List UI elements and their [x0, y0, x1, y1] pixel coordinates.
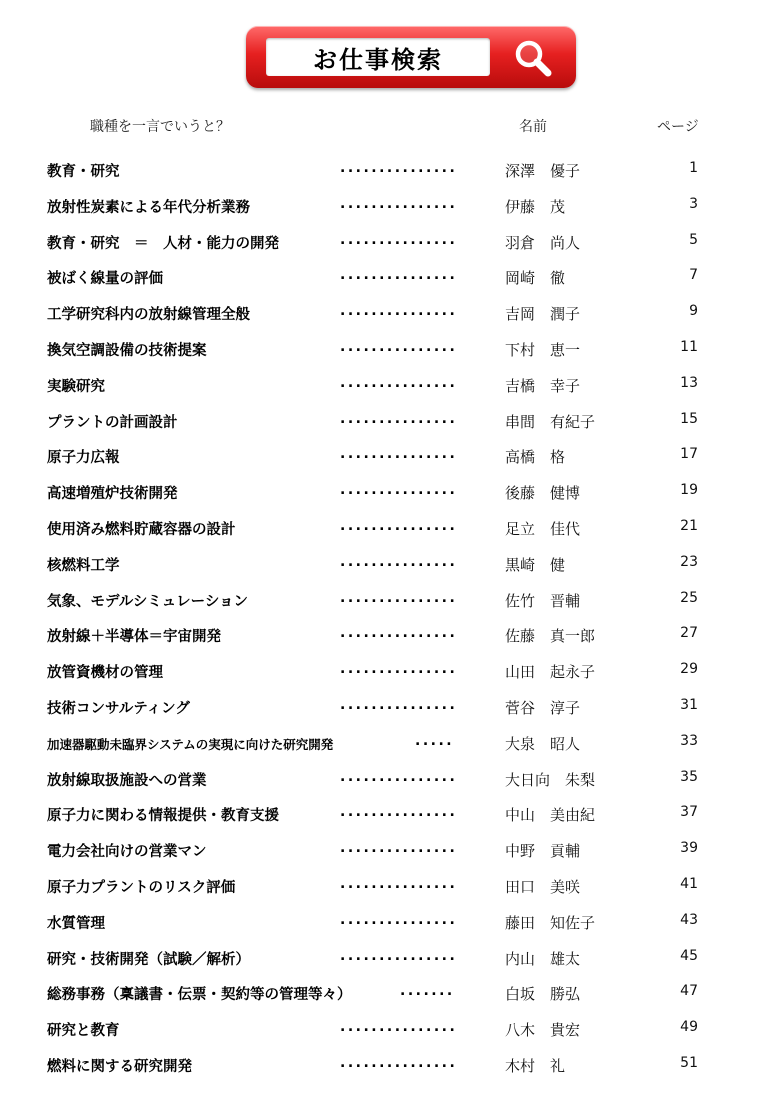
page-number[interactable]: 27	[680, 625, 698, 642]
job-title: 研究と教育	[47, 1023, 120, 1040]
person-name: 羽倉 尚人	[505, 233, 581, 252]
page-number[interactable]: 31	[680, 697, 698, 713]
leader-dots: ...............	[340, 410, 458, 427]
page-number[interactable]: 21	[680, 518, 698, 534]
leader-dots: ...............	[340, 339, 458, 355]
page-number[interactable]: 33	[680, 732, 698, 749]
job-title: 研究・技術開発（試験／解析）	[47, 951, 250, 968]
job-title: 被ばく線量の評価	[47, 271, 163, 288]
leader-dots: ...............	[340, 231, 458, 248]
leader-dots: ...............	[340, 661, 458, 678]
job-title: 実験研究	[47, 378, 105, 395]
page-number[interactable]: 25	[680, 589, 698, 606]
job-title: 電力会社向けの営業マン	[47, 844, 207, 861]
leader-dots: ...............	[340, 303, 458, 320]
page-number[interactable]: 41	[680, 876, 698, 892]
person-name: 八木 貴宏	[505, 1021, 581, 1040]
person-name: 田口 美咲	[505, 878, 581, 896]
job-title: 技術コンサルティング	[47, 701, 190, 717]
person-name: 佐竹 晋輔	[505, 591, 581, 610]
leader-dots: ...............	[340, 589, 458, 606]
table-row[interactable]	[0, 267, 765, 291]
table-row[interactable]	[0, 804, 765, 828]
table-row[interactable]	[0, 769, 765, 793]
table-row[interactable]	[0, 1055, 765, 1079]
table-row[interactable]	[0, 411, 765, 435]
person-name: 中野 貢輔	[505, 842, 581, 861]
page-column-header: ページ	[657, 119, 699, 135]
person-name: 足立 佳代	[505, 520, 581, 538]
job-title: 換気空調設備の技術提案	[47, 343, 207, 359]
leader-dots: ...............	[340, 697, 458, 713]
page-number[interactable]: 47	[680, 983, 698, 1000]
page-number[interactable]: 37	[680, 804, 698, 821]
leader-dots: ...............	[340, 804, 458, 821]
page-number[interactable]: 1	[689, 160, 698, 176]
page-number[interactable]: 19	[680, 482, 698, 499]
job-title: 加速器駆動未臨界システムの実現に向けた研究開発	[47, 736, 334, 752]
person-name: 後藤 健博	[505, 484, 581, 503]
person-name: 木村 礼	[505, 1057, 566, 1075]
job-title: 教育・研究	[47, 164, 120, 180]
leader-dots: ...............	[340, 446, 458, 463]
leader-dots: ...............	[340, 876, 458, 892]
person-name: 高橋 格	[505, 448, 566, 467]
table-row[interactable]	[0, 482, 765, 506]
page-number[interactable]: 13	[680, 374, 698, 391]
job-title: 使用済み燃料貯蔵容器の設計	[47, 522, 236, 538]
person-name: 黒崎 健	[505, 555, 566, 574]
person-name: 吉橋 幸子	[505, 376, 581, 395]
page-number[interactable]: 15	[680, 410, 698, 427]
table-row[interactable]	[0, 840, 765, 864]
table-row[interactable]	[0, 697, 765, 721]
page-number[interactable]: 43	[680, 911, 698, 928]
job-column-header: 職種を一言でいうと？	[90, 119, 230, 135]
table-row[interactable]	[0, 912, 765, 936]
table-row[interactable]	[0, 876, 765, 900]
banner-title-box	[266, 38, 490, 76]
person-name: 菅谷 淳子	[505, 699, 581, 717]
person-name: 大泉 昭人	[505, 734, 581, 753]
page-number[interactable]: 45	[680, 947, 698, 964]
page-number[interactable]: 51	[680, 1055, 698, 1071]
leader-dots: ...............	[340, 374, 458, 391]
job-title: 高速増殖炉技術開発	[47, 486, 178, 503]
person-name: 藤田 知佐子	[505, 913, 596, 932]
job-title: 原子力に関わる情報提供・教育支援	[47, 808, 279, 825]
leader-dots: ...............	[340, 1055, 458, 1071]
leader-dots: .....	[415, 732, 455, 749]
page-number[interactable]: 7	[689, 267, 698, 284]
page-number[interactable]: 49	[680, 1019, 698, 1036]
job-title: 放管資機材の管理	[47, 665, 163, 682]
table-row[interactable]	[0, 625, 765, 649]
job-title: 放射線＋半導体＝宇宙開発	[47, 629, 221, 646]
table-row[interactable]	[0, 375, 765, 399]
magnifier-icon	[508, 36, 558, 80]
person-name: 岡崎 徹	[505, 269, 566, 288]
job-title: 原子力プラントのリスク評価	[47, 880, 236, 896]
leader-dots: ...............	[340, 195, 458, 212]
leader-dots: ...............	[340, 553, 458, 570]
job-title: 教育・研究 ＝ 人材・能力の開発	[47, 235, 279, 252]
leader-dots: .......	[400, 983, 455, 1000]
person-name: 白坂 勝弘	[505, 985, 581, 1004]
leader-dots: ...............	[340, 768, 458, 785]
person-name: 中山 美由紀	[505, 806, 596, 825]
person-name: 伊藤 茂	[505, 197, 566, 216]
job-title: 原子力広報	[47, 450, 120, 467]
table-row[interactable]	[0, 733, 765, 757]
table-row[interactable]	[0, 554, 765, 578]
job-title: 放射性炭素による年代分析業務	[47, 199, 250, 216]
table-row[interactable]	[0, 160, 765, 184]
table-row[interactable]	[0, 661, 765, 685]
leader-dots: ...............	[340, 1019, 458, 1036]
job-title: 気象、モデルシミュレーション	[47, 593, 249, 610]
page-number[interactable]: 35	[680, 768, 698, 785]
person-name: 吉岡 潤子	[505, 305, 581, 324]
person-name: 串間 有紀子	[505, 412, 596, 431]
leader-dots: ...............	[340, 482, 458, 499]
table-row[interactable]	[0, 303, 765, 327]
page-number[interactable]: 29	[680, 661, 698, 678]
person-name: 大日向 朱梨	[505, 770, 596, 789]
leader-dots: ...............	[340, 267, 458, 284]
job-title: 放射線取扱施設への営業	[47, 772, 207, 789]
person-name: 内山 雄太	[505, 949, 581, 968]
search-button[interactable]	[508, 36, 558, 80]
search-banner	[246, 26, 576, 88]
page-number[interactable]: 39	[680, 840, 698, 857]
table-row[interactable]	[0, 339, 765, 363]
person-name: 山田 起永子	[505, 663, 596, 682]
job-title: 工学研究科内の放射線管理全般	[47, 307, 250, 324]
job-title: 水質管理	[47, 915, 105, 932]
name-column-header: 名前	[519, 119, 547, 135]
table-row[interactable]	[0, 948, 765, 972]
person-name: 佐藤 真一郎	[505, 627, 596, 646]
leader-dots: ...............	[340, 840, 458, 857]
person-name: 深澤 優子	[505, 162, 581, 180]
leader-dots: ...............	[340, 518, 458, 534]
page-number[interactable]: 3	[689, 195, 698, 212]
page-number[interactable]: 23	[680, 553, 698, 570]
table-row[interactable]	[0, 983, 765, 1007]
job-title: プラントの計画設計	[47, 414, 178, 431]
job-title: 総務事務（稟議書・伝票・契約等の管理等々）	[47, 987, 352, 1004]
table-row[interactable]	[0, 196, 765, 220]
leader-dots: ...............	[340, 911, 458, 928]
leader-dots: ...............	[340, 160, 458, 176]
leader-dots: ...............	[340, 625, 458, 642]
page-title: お仕事検索	[313, 45, 443, 74]
table-row[interactable]	[0, 518, 765, 542]
job-title: 核燃料工学	[47, 557, 120, 574]
page-number[interactable]: 17	[680, 446, 698, 463]
leader-dots: ...............	[340, 947, 458, 964]
person-name: 下村 恵一	[505, 341, 581, 359]
table-row[interactable]	[0, 232, 765, 256]
page-number[interactable]: 11	[680, 339, 698, 355]
job-title: 燃料に関する研究開発	[47, 1059, 192, 1075]
table-row[interactable]	[0, 1019, 765, 1043]
table-row[interactable]	[0, 590, 765, 614]
page-number[interactable]: 9	[689, 303, 698, 320]
page-number[interactable]: 5	[689, 231, 698, 248]
table-row[interactable]	[0, 446, 765, 470]
